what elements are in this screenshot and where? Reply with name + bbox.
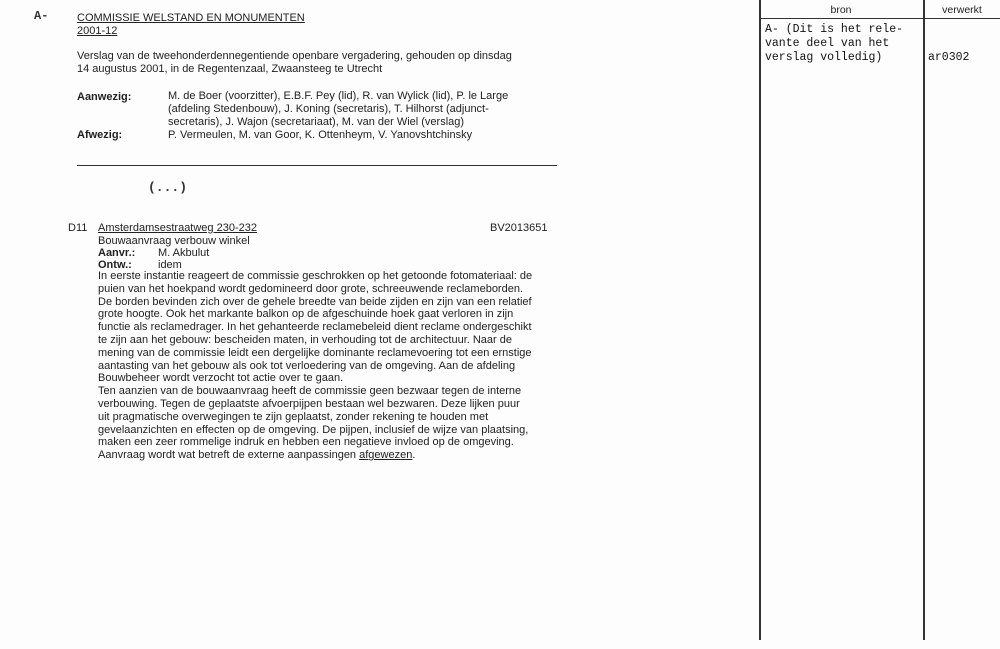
body-line: verbouwing. Tegen de geplaatste afvoerpijpen bestaan wel bezwaren. Deze lijken puur [98, 397, 520, 410]
table-header-line [759, 18, 1000, 19]
present-line: M. de Boer (voorzitter), E.B.F. Pey (lid), R. van Wylick (lid), P. le Large [168, 90, 509, 102]
applicant: M. Akbulut [158, 247, 210, 259]
col-source-header: bron [830, 4, 852, 16]
intro-line: 14 augustus 2001, in de Regentenzaal, Zwaansteeg te Utrecht [77, 62, 383, 75]
absent-list: P. Vermeulen, M. van Goor, K. Ottenheym, V. Yanovshtchinsky [168, 129, 473, 141]
present-label: Aanwezig: [77, 91, 132, 103]
item-reference: BV2013651 [490, 222, 548, 234]
document-title: COMMISSIE WELSTAND EN MONUMENTEN [77, 12, 305, 24]
designer: idem [158, 259, 182, 271]
item-code: D11 [68, 222, 88, 234]
col-processed-header: verwerkt [942, 4, 982, 16]
body-line: te zijn aan het gebouw: bescheiden maten, in verhouding tot de architectuur. Naar de [98, 333, 512, 346]
item-subject: Bouwaanvraag verbouw winkel [98, 235, 250, 247]
body-line: grote hoogte. Ook het markante balkon op de afgeschuinde hoek gaat verloren in zijn [98, 308, 514, 321]
processed-code: ar0302 [928, 51, 970, 64]
separator-line [77, 165, 557, 166]
table-border-middle [923, 0, 925, 640]
body-line: maken een zeer rommelige indruk en hebben een negatieve invloed op de omgeving. [98, 436, 514, 449]
body-line: Ten aanzien van de bouwaanvraag heeft de commissie geen bezwaar tegen de interne [98, 385, 522, 398]
intro-line: Verslag van de tweehonderdennegentiende openbare vergadering, gehouden op dinsdag [77, 50, 512, 62]
item-address: Amsterdamsestraatweg 230-232 [98, 222, 257, 234]
body-line: mening van de commissie leidt een dergelijke dominante reclamevoering tot een ernstige [98, 346, 532, 359]
ellipsis: (...) [148, 180, 188, 195]
designer-label: Ontw.: [98, 259, 132, 271]
last-line-end: . [412, 449, 416, 462]
item-body [98, 270, 532, 462]
source-note-line: vante deel van het [765, 37, 890, 50]
body-line: De borden bevinden zich over de gehele breedte van beide zijden en zijn van een relatief [98, 295, 532, 308]
body-line: aantasting van het gebouw als ook tot verloedering van de omgeving. Aan de afdeling [98, 359, 516, 372]
source-note [765, 23, 903, 65]
body-line: puien van het hoekpand wordt gedomineerd door grote, schreeuwende reclameborden. [98, 282, 524, 295]
meeting-number: 2001-12 [77, 25, 118, 37]
table-border-left [759, 0, 761, 640]
decision: afgewezen [359, 449, 413, 462]
body-line: In eerste instantie reageert de commissie geschrokken op het getoonde fotomateriaal: de [98, 270, 533, 282]
body-line: uit pragmatische overwegingen te zijn geplaatst, zonder rekening te houden met [98, 410, 489, 423]
body-last-line [98, 449, 532, 462]
applicant-label: Aanvr.: [98, 247, 136, 259]
body-line: gevelaanzichten en effecten op de omgeving. De pijpen, inclusief de wijze van plaatsing, [98, 423, 529, 436]
last-line-text: Aanvraag wordt wat betreft de externe aanpassingen [98, 449, 360, 462]
intro-text [77, 50, 512, 76]
source-note-line: A- (Dit is het rele- [765, 23, 904, 36]
present-list [168, 90, 508, 128]
source-note-line: verslag volledig) [765, 51, 883, 64]
margin-mark: A- [34, 9, 49, 23]
body-line: functie als reclamedrager. In het gehanteerde reclamebeleid dient reclame ondergeschikt [98, 321, 532, 334]
body-line: Bouwbeheer wordt verzocht tot actie over te gaan. [98, 372, 344, 385]
absent-label: Afwezig: [77, 129, 123, 141]
present-line: secretaris), J. Wajon (secretariaat), M. van der Wiel (verslag) [168, 115, 465, 128]
present-line: (afdeling Stedenbouw), J. Koning (secretaris), T. Hilhorst (adjunct- [168, 102, 489, 115]
